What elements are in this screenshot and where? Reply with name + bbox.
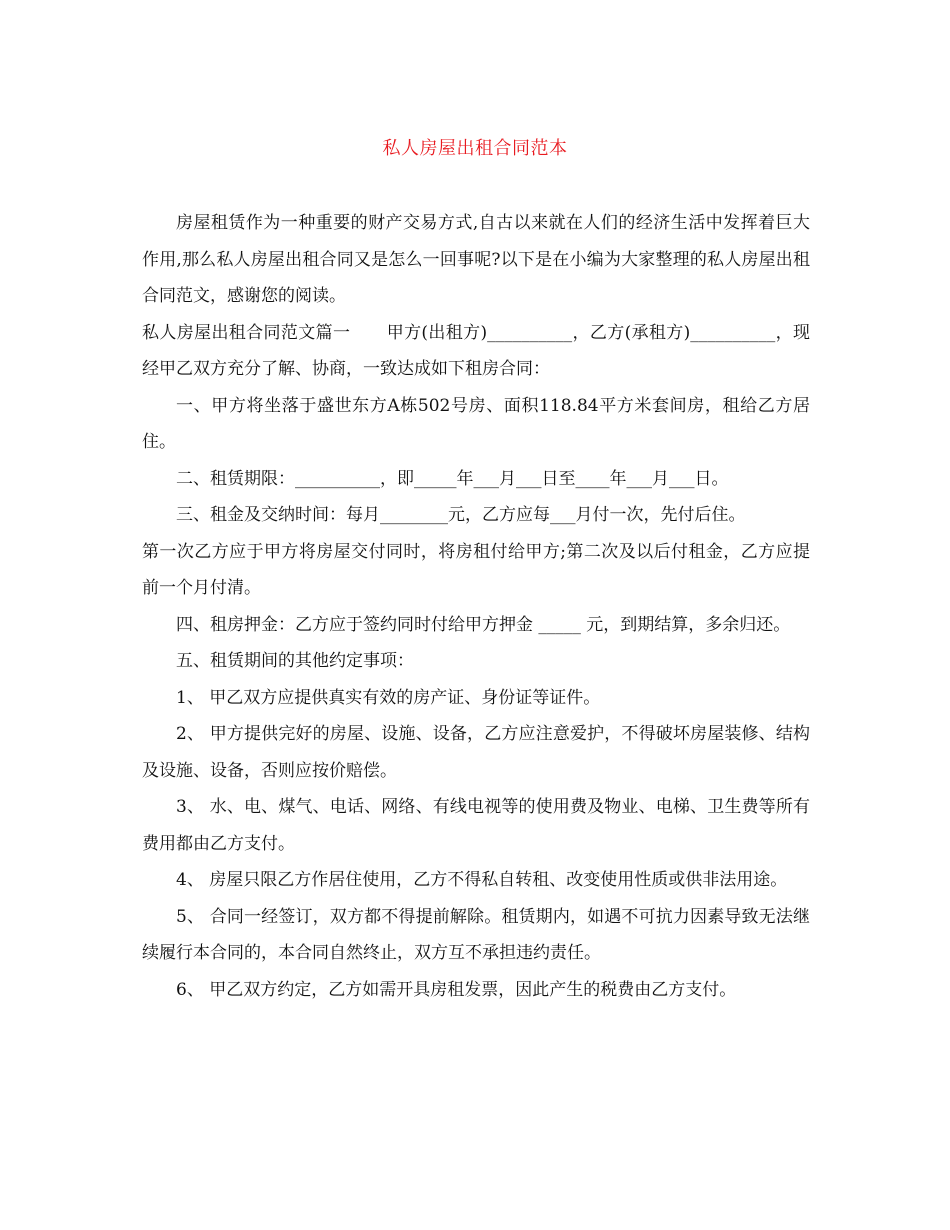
intro-paragraph: 房屋租赁作为一种重要的财产交易方式,自古以来就在人们的经济生活中发挥着巨大作用,那么私人房屋出租合同又是怎么一回事呢?以下是在小编为大家整理的私人房屋出租合同范文，感谢您的阅读。 (142, 213, 810, 306)
clause-paragraph: 五、租赁期间的其他约定事项： (176, 651, 414, 671)
clause-paragraph: 2、 甲方提供完好的房屋、设施、设备，乙方应注意爱护，不得破坏房屋装修、结构及设施、设备，否则应按价赔偿。 (142, 724, 810, 781)
clause-paragraph: 二、租赁期限：__________，即_____年___月___日至____年___月___日。 (176, 468, 729, 489)
clause-paragraph: 3、 水、电、煤气、电话、网络、有线电视等的使用费及物业、电梯、卫生费等所有费用都由乙方支付。 (142, 797, 810, 854)
clause-paragraph: 1、 甲乙双方应提供真实有效的房产证、身份证等证件。 (176, 687, 601, 708)
clause-paragraph: 6、 甲乙双方约定，乙方如需开具房租发票，因此产生的税费由乙方支付。 (176, 979, 737, 1000)
document-title: 私人房屋出租合同范本 (382, 138, 568, 159)
clause-paragraph: 四、租房押金：乙方应于签约同时付给甲方押金 _____ 元，到期结算，多余归还。 (176, 614, 791, 635)
clause-paragraph: 4、 房屋只限乙方作居住使用，乙方不得私自转租、改变使用性质或供非法用途。 (176, 870, 788, 890)
document-body (142, 205, 810, 1008)
parties-paragraph (142, 315, 810, 388)
parties-text: 甲方(出租方)__________，乙方(承租方)__________，现经甲乙双方充分了解、协商，一致达成如下租房合同： (142, 322, 811, 379)
sample-heading: 私人房屋出租合同范文篇一 (142, 322, 351, 343)
clause-paragraph: 第一次乙方应于甲方将房屋交付同时，将房租付给甲方;第二次及以后付租金，乙方应提前一个月付清。 (142, 541, 810, 598)
clause-paragraph: 5、 合同一经签订，双方都不得提前解除。租赁期内，如遇不可抗力因素导致无法继续履行本合同的，本合同自然终止，双方互不承担违约责任。 (142, 906, 810, 963)
clause-paragraph: 一、甲方将坐落于盛世东方A栋502号房、面积118.84平方米套间房，租给乙方居住。 (142, 395, 810, 452)
clause-paragraph: 三、租金及交纳时间：每月________元，乙方应每___月付一次，先付后住。 (176, 505, 746, 525)
